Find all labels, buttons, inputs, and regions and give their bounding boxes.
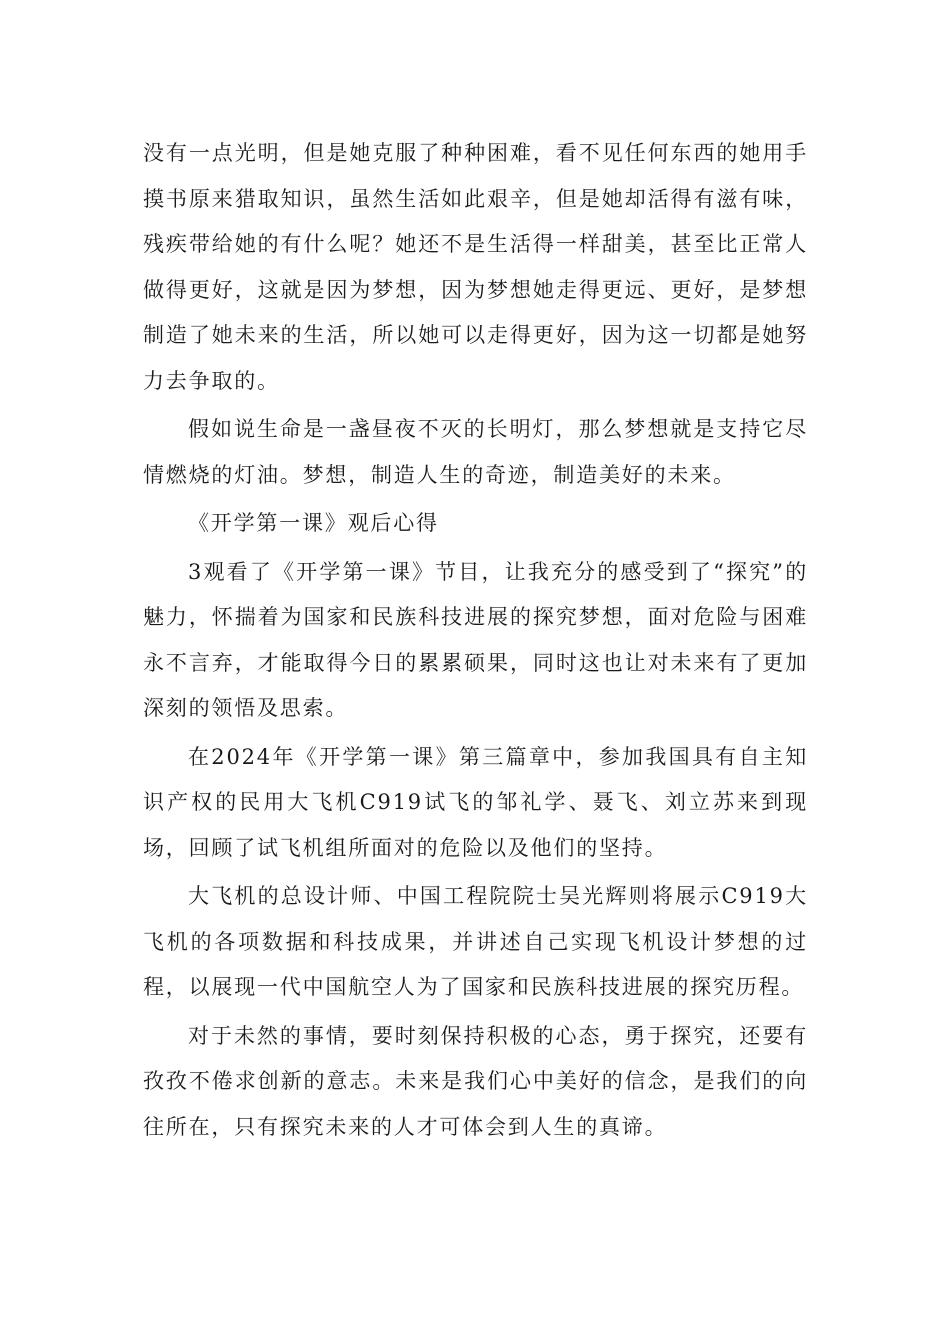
paragraph-c919-test-flight: 在2024年《开学第一课》第三篇章中，参加我国具有自主知识产权的民用大飞机C919试飞的邹礼学、聂飞、刘立苏来到现场，回顾了试飞机组所面对的危险以及他们的坚持。 [143, 744, 808, 860]
paragraph-dream-lamp: 假如说生命是一盏昼夜不灭的长明灯，那么梦想就是支持它尽情燃烧的灯油。梦想，制造人生的奇迹，制造美好的未来。 [143, 417, 808, 487]
document-body [143, 131, 808, 1150]
paragraph-chief-designer: 大飞机的总设计师、中国工程院院士吴光辉则将展示C919大飞机的各项数据和科技成果，并讲述自己实现飞机设计梦想的过程，以展现一代中国航空人为了国家和民族科技进展的探究历程。 [143, 884, 808, 999]
section-heading: 《开学第一课》观后心得 [188, 511, 439, 535]
paragraph-conclusion: 对于未然的事情，要时刻保持积极的心态，勇于探究，还要有孜孜不倦求创新的意志。未来是我们心中美好的信念，是我们的向往所在，只有探究未来的人才可体会到人生的真谛。 [143, 1023, 808, 1139]
paragraph-exploration: 3观看了《开学第一课》节目，让我充分的感受到了“探究”的魅力，怀揣着为国家和民族科技进展的探究梦想，面对危险与困难永不言弃，才能取得今日的累累硕果，同时这也让对未来有了更加深刻的领悟及思索。 [143, 559, 808, 720]
paragraph-continuation: 没有一点光明，但是她克服了种种困难，看不见任何东西的她用手摸书原来猎取知识，虽然生活如此艰辛，但是她却活得有滋有味，残疾带给她的有什么呢？她还不是生活得一样甜美，甚至比正常人做得更好，这就是因为梦想，因为梦想她走得更远、更好，是梦想制造了她未来的生活，所以她可以走得更好，因为这一切都是她努力去争取的。 [143, 141, 808, 393]
